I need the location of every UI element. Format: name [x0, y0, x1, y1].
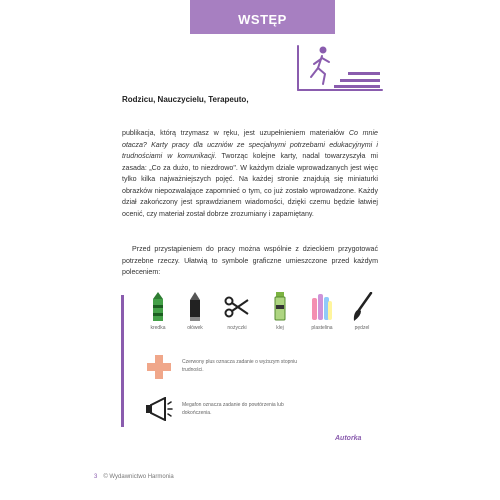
glue-stick-icon	[273, 292, 287, 322]
author-signature: Autorka	[335, 435, 362, 442]
intro-text-b: . Tworząc kolejne karty, nadal towarzyszyła mi zasada: „Co za dużo, to niezdrowo". W każdym dziale wprowadzanych jest więc tylko kilka najważniejszych pojęć. Na każdej stronie znajdują się miniaturki obrazków niepozwalające zapomnieć o tym, co już zostało wprowadzone. Każdy dział zakończony jest sprawdzianem wiadomości, dzięki czemu będzie łatwiej ocenić, czy materiał został dobrze zrozumiany i zapamiętany.	[122, 152, 378, 218]
page-number: 3	[94, 474, 98, 480]
pencil-icon	[188, 292, 202, 322]
tool-label-plasticine: plastelina	[311, 325, 333, 331]
tool-label-pencil: ołówek	[187, 325, 203, 331]
red-plus-description: Czerwony plus oznacza zadanie o wyższym stopniu trudności.	[182, 359, 298, 373]
header-band	[190, 0, 335, 34]
book-title: Co mnie otacza? Karty pracy dla uczniów ze specjalnymi potrzebami edukacyjnymi i trudnościami w komunikacji	[122, 129, 378, 160]
tool-label-scissors: nożyczki	[227, 325, 247, 331]
greeting: Rodzicu, Nauczycielu, Terapeuto,	[122, 95, 249, 104]
red-plus-icon	[144, 354, 174, 380]
preparation-text: Przed przystąpieniem do pracy można wspólnie z dzieckiem przygotować potrzebne rzeczy. Ułatwią to symbole graficzne umieszczone przed każdym poleceniem:	[122, 245, 378, 276]
tool-glue	[260, 292, 300, 331]
intro-text-a: publikacja, którą trzymasz w ręku, jest uzupełnieniem materiałów	[122, 129, 349, 137]
tool-label-glue: klej	[276, 325, 284, 331]
tool-crayon	[138, 292, 178, 331]
page-title: WSTĘP	[238, 12, 287, 27]
preparation-paragraph	[122, 244, 378, 279]
megaphone-description: Megafon oznacza zadanie do powtórzenia lub dokończenia.	[182, 402, 284, 416]
purple-side-bar	[121, 295, 124, 427]
tool-pencil	[175, 292, 215, 331]
paintbrush-icon	[351, 292, 373, 322]
crayon-icon	[151, 292, 165, 322]
megaphone-icon	[144, 397, 174, 421]
tool-label-paintbrush: pędzel	[354, 325, 370, 331]
tool-paintbrush	[342, 292, 382, 331]
intro-paragraph	[122, 128, 378, 220]
tool-label-crayon: kredka	[150, 325, 166, 331]
plasticine-icon	[311, 292, 333, 322]
page-footer	[94, 474, 174, 480]
tool-scissors	[217, 292, 257, 331]
person-climbing-stairs-icon	[296, 44, 386, 94]
tool-plasticine	[302, 292, 342, 331]
scissors-icon	[224, 292, 250, 322]
publisher-name: © Wydawnictwo Harmonia	[103, 474, 174, 480]
